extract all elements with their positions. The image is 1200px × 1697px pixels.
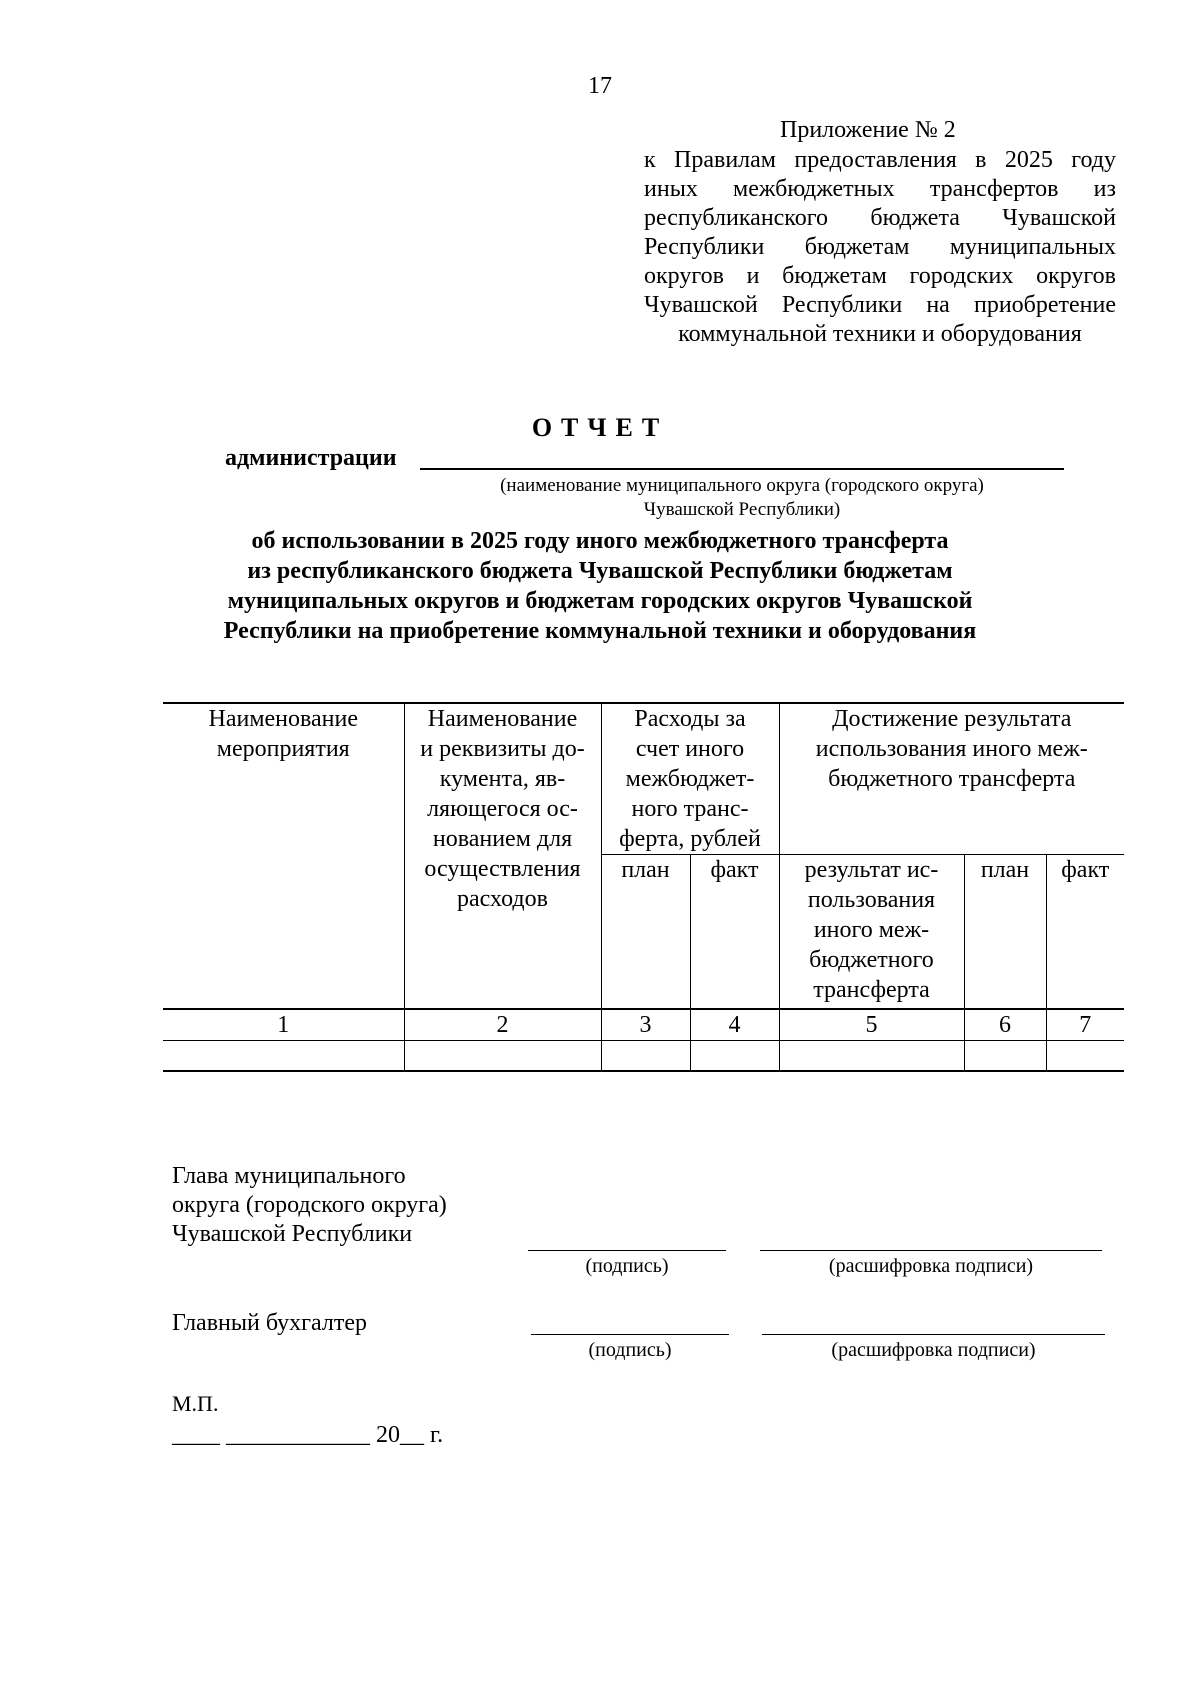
annex-line: коммунальной техники и оборудования — [678, 321, 1082, 347]
table-cell[interactable] — [163, 1040, 404, 1071]
column-number: 6 — [964, 1009, 1046, 1041]
table-cell[interactable] — [601, 1040, 690, 1071]
header-document: Наименование и реквизиты до- кумента, яв- ляющегося ос- нованием для осуществления расходов — [404, 703, 601, 1009]
signature-caption: (подпись) — [585, 1255, 669, 1277]
report-subtitle — [160, 526, 1040, 646]
annex-body — [644, 146, 1116, 349]
column-number: 3 — [601, 1009, 690, 1041]
annex-line: округов и бюджетам городских округов — [644, 263, 1116, 289]
header-fact-2: факт — [1046, 855, 1124, 1009]
date-field[interactable]: ____ ____________ 20__ г. — [172, 1422, 444, 1448]
annex-line: к Правилам предоставления в 2025 году — [644, 147, 1116, 173]
subtitle-line: Республики на приобретение коммунальной техники и оборудования — [223, 618, 977, 644]
annex-line: Чувашской Республики на приобретение — [644, 292, 1116, 318]
header-plan-2: план — [964, 855, 1046, 1009]
head-signature-field[interactable] — [528, 1250, 726, 1251]
annex-title: Приложение № 2 — [780, 117, 956, 143]
header-expenses: Расходы за счет иного межбюджет- ного транс- ферта, рублей — [601, 703, 779, 855]
header-activity-name: Наименование мероприятия — [163, 703, 404, 1009]
table-row — [163, 1040, 1124, 1071]
accountant-signature-field[interactable] — [531, 1334, 729, 1335]
column-number: 7 — [1046, 1009, 1124, 1041]
table-cell[interactable] — [404, 1040, 601, 1071]
page-number: 17 — [588, 73, 612, 99]
decoding-caption: (расшифровка подписи) — [828, 1255, 1034, 1277]
report-table — [163, 702, 1124, 1072]
admin-caption — [420, 474, 1064, 522]
admin-label: администрации — [225, 445, 397, 471]
header-result-achievement: Достижение результата использования иного меж- бюджетного трансферта — [779, 703, 1124, 855]
table-row — [163, 1009, 1124, 1041]
subtitle-line: муниципальных округов и бюджетам городских округов Чувашской — [227, 588, 973, 614]
annex-line: иных межбюджетных трансфертов из — [644, 176, 1116, 202]
header-result: результат ис- пользования иного меж- бюджетного трансферта — [779, 855, 964, 1009]
table-cell[interactable] — [964, 1040, 1046, 1071]
table-cell[interactable] — [779, 1040, 964, 1071]
subtitle-line: из республиканского бюджета Чувашской Республики бюджетам — [247, 558, 953, 584]
column-number: 5 — [779, 1009, 964, 1041]
annex-line: республиканского бюджета Чувашской — [644, 205, 1116, 231]
subtitle-line: об использовании в 2025 году иного межбюджетного трансферта — [251, 528, 949, 554]
column-number: 4 — [690, 1009, 779, 1041]
report-title: ОТЧЕТ — [531, 413, 669, 442]
head-signatory-label: Глава муниципального округа (городского округа) Чувашской Республики — [172, 1163, 447, 1247]
annex-line: Республики бюджетам муниципальных — [644, 234, 1116, 260]
stamp-place: М.П. — [172, 1391, 219, 1416]
header-fact: факт — [690, 855, 779, 1009]
admin-name-field[interactable] — [420, 468, 1064, 470]
column-number: 1 — [163, 1009, 404, 1041]
header-plan: план — [601, 855, 690, 1009]
column-number: 2 — [404, 1009, 601, 1041]
accountant-name-decoding-field[interactable] — [762, 1334, 1105, 1335]
admin-caption-line: (наименование муниципального округа (городского округа) — [500, 475, 984, 496]
accountant-label: Главный бухгалтер — [172, 1310, 367, 1336]
decoding-caption: (расшифровка подписи) — [831, 1339, 1036, 1361]
head-name-decoding-field[interactable] — [760, 1250, 1102, 1251]
table-cell[interactable] — [690, 1040, 779, 1071]
signature-caption: (подпись) — [588, 1339, 672, 1361]
table-cell[interactable] — [1046, 1040, 1124, 1071]
admin-caption-line: Чувашской Республики) — [643, 499, 841, 520]
